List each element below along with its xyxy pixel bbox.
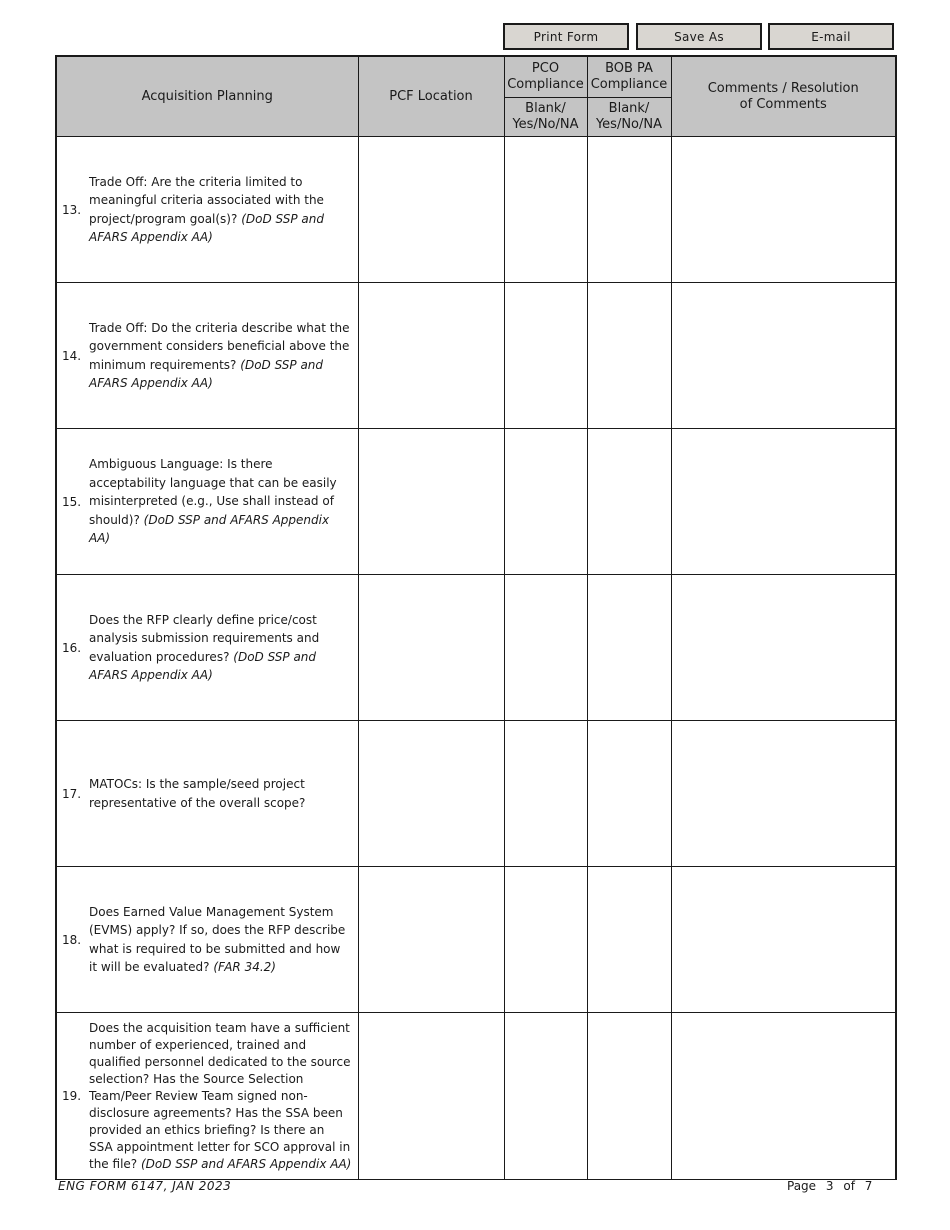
question-number: 16.: [62, 640, 82, 655]
pco-compliance-field[interactable]: [504, 283, 587, 429]
question-number: 18.: [62, 932, 82, 947]
bob-compliance-field[interactable]: [587, 867, 671, 1013]
acquisition-planning-table: [55, 55, 897, 1180]
question-citation: (FAR 34.2): [213, 960, 276, 974]
question-text: Trade Off: Do the criteria describe what the government considers beneficial above the minimum requirements? (DoD SSP and AFARS Appendix AA): [89, 320, 350, 390]
question-number: 17.: [62, 786, 82, 801]
question-number: 15.: [62, 494, 82, 509]
question-text: Does the RFP clearly define price/cost analysis submission requirements and evaluation procedures? (DoD SSP and AFARS Appendix AA): [89, 612, 320, 682]
question-text: Does the acquisition team have a sufficient number of experienced, trained and qualified personnel dedicated to the source selection? Has the Source Selection Team/Peer Review Team signed non-disclosure agreements? Has the SSA been provided an ethics briefing? Is there an SSA appointment letter for SCO approval in the file? (DoD SSP and AFARS Appendix AA): [89, 1020, 352, 1171]
header-acquisition-planning: Acquisition Planning: [56, 56, 358, 137]
header-pco-compliance: PCO Compliance: [504, 56, 587, 98]
page-of-label: of: [843, 1179, 855, 1193]
table-row: [56, 867, 896, 1013]
question-citation: (DoD SSP and AFARS Appendix AA): [89, 512, 330, 546]
bob-compliance-field[interactable]: [587, 283, 671, 429]
bob-compliance-field[interactable]: [587, 575, 671, 721]
table-row: [56, 721, 896, 867]
page-indicator: [787, 1179, 872, 1193]
table-row: [56, 137, 896, 283]
pco-compliance-field[interactable]: [504, 575, 587, 721]
email-button[interactable]: E-mail: [768, 23, 894, 50]
question-number: 19.: [62, 1089, 82, 1103]
question-number: 14.: [62, 348, 82, 363]
pco-compliance-field[interactable]: [504, 1013, 587, 1180]
question-text: Ambiguous Language: Is there acceptability language that can be easily misinterpreted (e.g., Use shall instead of should)? (DoD SSP and AFARS Appendix AA): [89, 457, 337, 546]
comments-field[interactable]: [671, 429, 896, 575]
bob-compliance-field[interactable]: [587, 1013, 671, 1180]
save-as-button[interactable]: Save As: [636, 23, 762, 50]
comments-field[interactable]: [671, 575, 896, 721]
pcf-location-field[interactable]: [358, 429, 504, 575]
header-pcf-location: PCF Location: [358, 56, 504, 137]
question-citation: (DoD SSP and AFARS Appendix AA): [89, 357, 324, 390]
question-citation: (DoD SSP and AFARS Appendix AA): [89, 649, 317, 682]
table-row: [56, 1013, 896, 1180]
question-text: Trade Off: Are the criteria limited to meaningful criteria associated with the project/program goal(s)? (DoD SSP and AFARS Appendix AA): [89, 174, 324, 244]
comments-field[interactable]: [671, 867, 896, 1013]
pcf-location-field[interactable]: [358, 575, 504, 721]
table-row: [56, 429, 896, 575]
header-bob-values: Blank/ Yes/No/NA: [587, 98, 671, 137]
pcf-location-field[interactable]: [358, 1013, 504, 1180]
pcf-location-field[interactable]: [358, 137, 504, 283]
question-citation: (DoD SSP and AFARS Appendix AA): [89, 211, 324, 244]
pcf-location-field[interactable]: [358, 721, 504, 867]
print-form-button[interactable]: Print Form: [503, 23, 629, 50]
question-text: Does Earned Value Management System (EVMS) apply? If so, does the RFP describe what is required to be submitted and how it will be evaluated? (FAR 34.2): [89, 904, 346, 974]
header-pco-values: Blank/ Yes/No/NA: [504, 98, 587, 137]
bob-compliance-field[interactable]: [587, 429, 671, 575]
pco-compliance-field[interactable]: [504, 429, 587, 575]
pco-compliance-field[interactable]: [504, 721, 587, 867]
header-comments: Comments / Resolution of Comments: [671, 56, 896, 137]
comments-field[interactable]: [671, 721, 896, 867]
comments-field[interactable]: [671, 283, 896, 429]
question-text: MATOCs: Is the sample/seed project representative of the overall scope?: [89, 777, 306, 810]
page-label: Page: [787, 1179, 817, 1193]
page-current: 3: [825, 1179, 834, 1193]
page-total: 7: [864, 1179, 873, 1193]
table-row: [56, 575, 896, 721]
comments-field[interactable]: [671, 1013, 896, 1180]
pcf-location-field[interactable]: [358, 867, 504, 1013]
header-bob-pa-compliance: BOB PA Compliance: [587, 56, 671, 98]
pco-compliance-field[interactable]: [504, 137, 587, 283]
question-citation: (DoD SSP and AFARS Appendix AA): [140, 1156, 352, 1171]
bob-compliance-field[interactable]: [587, 137, 671, 283]
table-row: [56, 283, 896, 429]
pcf-location-field[interactable]: [358, 283, 504, 429]
comments-field[interactable]: [671, 137, 896, 283]
form-identifier: ENG FORM 6147, JAN 2023: [58, 1179, 232, 1193]
bob-compliance-field[interactable]: [587, 721, 671, 867]
pco-compliance-field[interactable]: [504, 867, 587, 1013]
question-number: 13.: [62, 202, 82, 217]
